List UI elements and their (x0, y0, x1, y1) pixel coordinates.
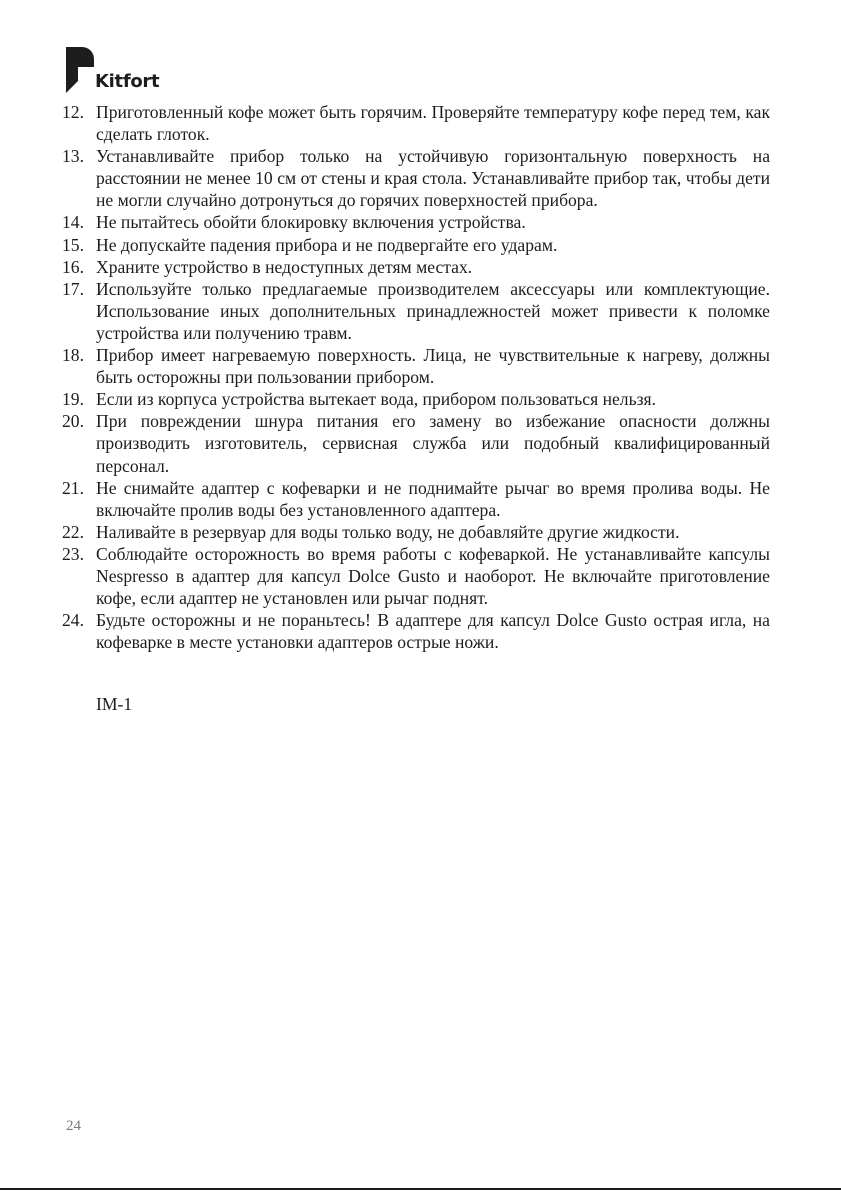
list-item (62, 477, 770, 521)
list-item (62, 278, 770, 344)
item-text: Не снимайте адаптер с кофеварки и не поднимайте рычаг во время пролива воды. Не включайте пролив воды без установленного адаптера. (96, 477, 770, 520)
list-item (62, 344, 770, 388)
model-name: IM-1 (96, 694, 133, 714)
item-number: 18. (62, 345, 84, 366)
safety-instructions-list (62, 101, 770, 653)
list-item (62, 211, 770, 233)
bottom-divider (0, 1188, 841, 1190)
page-number: 24 (66, 1118, 81, 1134)
item-text: Не допускайте падения прибора и не подвергайте его ударам. (96, 234, 558, 255)
item-number: 19. (62, 389, 84, 410)
item-text: Прибор имеет нагреваемую поверхность. Лица, не чувствительные к нагреву, должны быть осторожны при пользовании прибором. (96, 345, 770, 388)
item-number: 12. (62, 102, 84, 122)
item-text: Используйте только предлагаемые производителем аксессуары или комплектующие. Использование иных дополнительных принадлежностей может привести к поломке устройства или получению травм. (96, 278, 770, 343)
item-number: 20. (62, 411, 84, 432)
item-text: Приготовленный кофе может быть горячим. Проверяйте температуру кофе перед тем, как сделать глоток. (96, 102, 770, 145)
item-text: Устанавливайте прибор только на устойчивую горизонтальную поверхность на расстоянии не менее 10 см от стены и края стола. Устанавливайте прибор так, чтобы дети не могли случайно дотронуться до горячих поверхностей прибора. (96, 146, 770, 211)
list-item (62, 521, 770, 543)
item-text: Будьте осторожны и не пораньтесь! В адаптере для капсул Dolce Gusto острая игла, на кофеварке в месте установки адаптеров острые ножи. (96, 610, 770, 653)
list-item (62, 609, 770, 653)
item-number: 13. (62, 146, 84, 167)
item-number: 21. (62, 477, 84, 498)
kitfort-logo-mark-icon (66, 47, 94, 93)
item-number: 23. (62, 543, 84, 564)
list-item (62, 145, 770, 211)
item-text: При повреждении шнура питания его замену во избежание опасности должны производить изготовитель, сервисная служба или подобный квалифицированный персонал. (96, 411, 770, 476)
list-item (62, 256, 770, 278)
item-number: 16. (62, 256, 84, 277)
list-item (62, 234, 770, 256)
item-text: Если из корпуса устройства вытекает вода, прибором пользоваться нельзя. (96, 389, 657, 410)
item-number: 22. (62, 521, 84, 542)
list-item (62, 410, 770, 476)
list-item (62, 101, 770, 145)
item-text: Не пытайтесь обойти блокировку включения устройства. (96, 212, 526, 233)
list-item (62, 388, 770, 410)
brand-logo (66, 47, 186, 95)
item-number: 15. (62, 234, 84, 255)
item-number: 17. (62, 278, 84, 299)
list-item (62, 543, 770, 609)
item-number: 24. (62, 610, 84, 631)
item-text: Соблюдайте осторожность во время работы с кофеваркой. Не устанавливайте капсулы Nespresso в адаптер для капсул Dolce Gusto и наоборот. Не включайте приготовление кофе, если адаптер не установлен или рычаг поднят. (96, 543, 770, 609)
item-number: 14. (62, 212, 84, 233)
item-text: Наливайте в резервуар для воды только воду, не добавляйте другие жидкости. (96, 521, 680, 542)
item-text: Храните устройство в недоступных детям местах. (96, 256, 473, 277)
brand-name: Kitfort (95, 71, 160, 92)
